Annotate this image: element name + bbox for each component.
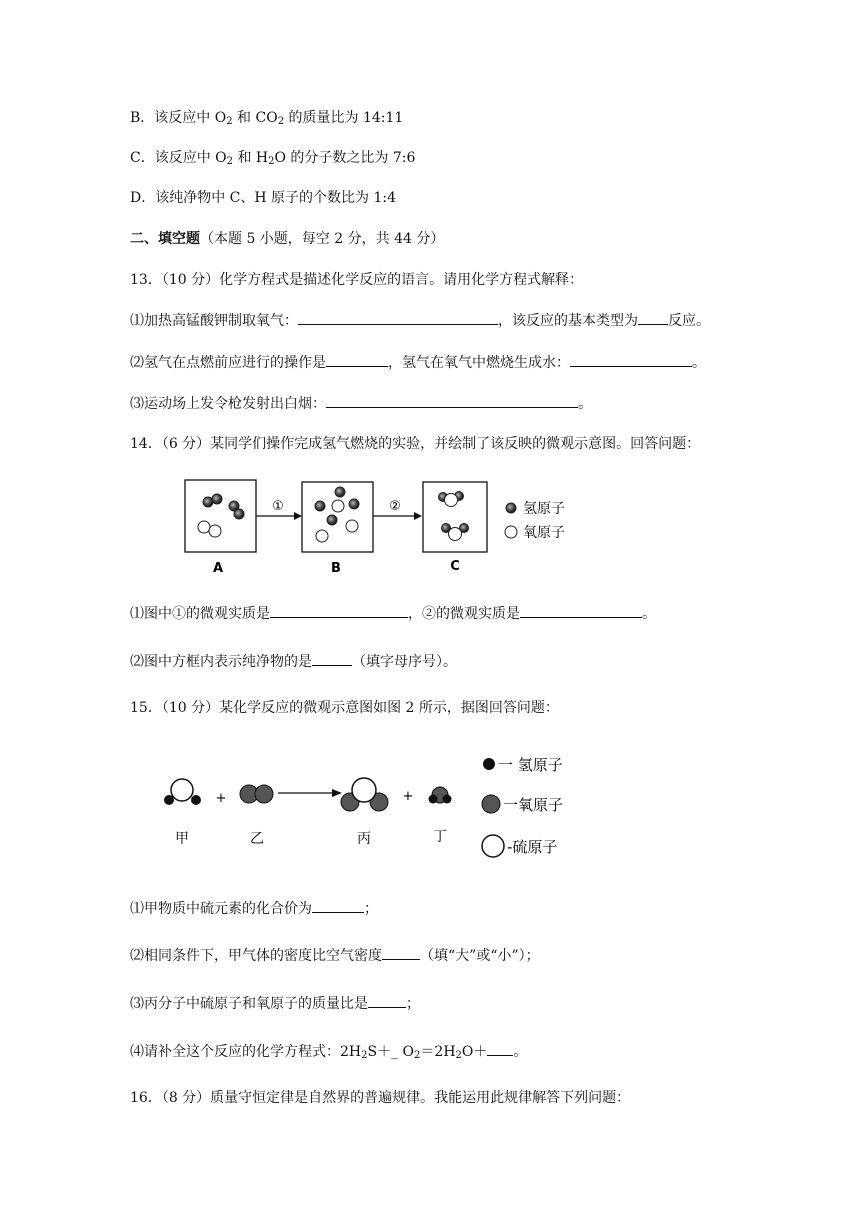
section-heading [130, 229, 444, 249]
legend-o-marker [482, 795, 500, 813]
section-note: （本题 5 小题，每空 2 分，共 44 分） [200, 231, 445, 247]
legend-o-label: 氧原子 [523, 525, 565, 541]
answer-blank[interactable] [382, 945, 420, 960]
answer-blank[interactable] [270, 603, 408, 618]
molecule-bing [341, 778, 388, 811]
label-c: C [450, 559, 460, 574]
reaction-arrow-head [332, 789, 342, 797]
option-b: B．该反应中 $O_2$ 和 $CO_2$ 的质量比为 14:11 [130, 110, 404, 127]
arrow-1-head [294, 512, 302, 520]
q15-figure [150, 742, 590, 872]
answer-blank[interactable] [326, 393, 578, 408]
q15-part3: ⑶丙分子中硫原子和氧原子的质量比是 ； [130, 993, 420, 1014]
label-jia: 甲 [175, 831, 189, 847]
arrow-2-head [414, 512, 422, 520]
label-ding: 丁 [433, 829, 447, 845]
q15-part1: ⑴甲物质中硫元素的化合价为 ； [130, 898, 378, 919]
plus-2: + [402, 789, 414, 804]
answer-blank[interactable] [638, 310, 668, 325]
molecule-yi [240, 785, 273, 803]
legend-o-marker [505, 526, 517, 538]
legend-h-label: 氢原子 [523, 501, 565, 517]
legend-h-label: 一 氢原子 [498, 756, 563, 774]
q13-part1: ⑴加热高锰酸钾制取氧气： ，该反应的基本类型为 反应。 [130, 310, 710, 331]
option-d: D．该纯净物中 C、H 原子的个数比为 1:4 [130, 190, 397, 206]
answer-blank[interactable] [312, 898, 364, 913]
answer-blank[interactable] [368, 993, 406, 1008]
q15-stem: 15．（10 分）某化学反应的微观示意图如图 2 所示，据图回答问题： [130, 700, 559, 716]
box-c [423, 482, 487, 552]
box-a [185, 480, 256, 552]
legend-h-marker [483, 758, 495, 770]
answer-blank[interactable] [312, 651, 352, 666]
q16-stem: 16．（8 分）质量守恒定律是自然界的普遍规律。我能运用此规律解答下列问题： [130, 1090, 631, 1106]
answer-blank[interactable] [326, 352, 388, 367]
section-title: 二、填空题 [130, 231, 200, 247]
answer-blank[interactable] [487, 1041, 513, 1056]
molecule-jia [164, 779, 201, 805]
legend-s-marker [482, 835, 504, 857]
option-c: C．该反应中 $O_2$ 和 $H_2O$ 的分子数之比为 7:6 [130, 150, 416, 167]
q13-stem: 13．（10 分）化学方程式是描述化学反应的语言。请用化学方程式解释： [130, 272, 584, 288]
legend-s-label: -硫原子 [507, 838, 558, 856]
q15-part4: ⑷请补全这个反应的化学方程式：$2H_2S+\_$ $O_2=2H_2O+$ 。 [130, 1041, 527, 1066]
answer-blank[interactable] [298, 310, 498, 325]
plus-1: + [215, 791, 227, 806]
answer-blank[interactable] [570, 352, 692, 367]
q15-part2: ⑵相同条件下，甲气体的密度比空气密度 （填“大”或“小”）； [130, 945, 540, 966]
legend-h-marker [506, 503, 516, 513]
legend-o-label: 一氧原子 [503, 796, 564, 814]
q14-part2: ⑵图中方框内表示纯净物的是 （填字母序号）。 [130, 651, 457, 672]
arrow-2-label: ② [389, 499, 401, 514]
label-bing: 丙 [357, 831, 371, 847]
label-a: A [212, 561, 224, 576]
label-b: B [331, 561, 341, 576]
answer-blank[interactable] [520, 603, 642, 618]
arrow-1-label: ① [272, 499, 284, 514]
q14-stem: 14．（6 分）某同学们操作完成氢气燃烧的实验，并绘制了该反映的微观示意图。回答问题： [130, 436, 701, 452]
label-yi: 乙 [250, 831, 264, 847]
molecule-ding [429, 787, 452, 804]
q13-part3: ⑶运动场上发令枪发射出白烟： 。 [130, 393, 592, 414]
q13-part2: ⑵氢气在点燃前应进行的操作是 ，氢气在氧气中燃烧生成水： 。 [130, 352, 706, 373]
q14-figure [180, 474, 600, 584]
q14-part1: ⑴图中①的微观实质是 ，②的微观实质是 。 [130, 603, 656, 624]
